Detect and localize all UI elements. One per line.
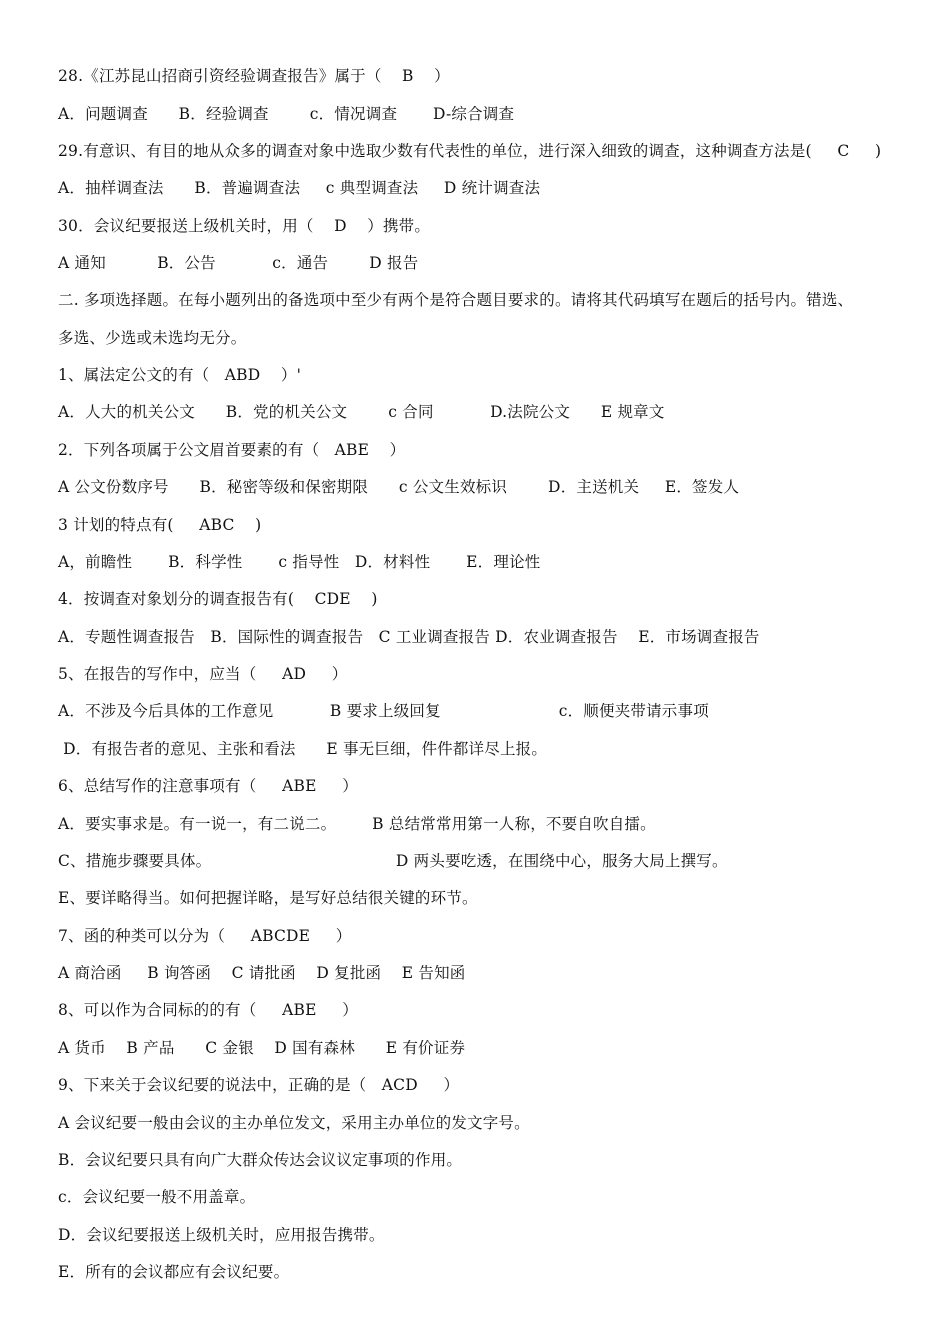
multi-question-9-option-e: E．所有的会议都应有会议纪要。 — [58, 1263, 290, 1281]
multi-question-4-options: A．专题性调查报告 B．国际性的调查报告 C 工业调查报告 D．农业调查报告 E．市场调查报告 — [58, 628, 760, 646]
question-28-options: A．问题调查 B．经验调查 c．情况调查 D-综合调查 — [58, 105, 515, 123]
multi-question-2: 2．下列各项属于公文眉首要素的有（ ABE ） — [58, 441, 406, 459]
multi-question-6: 6、总结写作的注意事项有（ ABE ） — [58, 777, 358, 795]
question-30: 30．会议纪要报送上级机关时，用（ D ）携带。 — [58, 217, 431, 235]
multi-question-3-options: A，前瞻性 B．科学性 c 指导性 D．材料性 E．理论性 — [58, 553, 541, 571]
question-28: 28.《江苏昆山招商引资经验调查报告》属于（ B ） — [58, 67, 450, 85]
multi-question-9: 9、下来关于会议纪要的说法中，正确的是（ ACD ） — [58, 1076, 460, 1094]
multi-question-1-options: A．人大的机关公文 B．党的机关公文 c 合同 D.法院公文 E 规章文 — [58, 403, 665, 421]
multi-question-9-option-d: D．会议纪要报送上级机关时，应用报告携带。 — [58, 1226, 385, 1244]
multi-question-5-options-b: D．有报告者的意见、主张和看法 E 事无巨细，件件都详尽上报。 — [58, 740, 548, 758]
question-29: 29.有意识、有目的地从众多的调查对象中选取少数有代表性的单位，进行深入细致的调查，这种调查方法是( C ) — [58, 142, 882, 160]
multi-question-9-option-b: B．会议纪要只具有向广大群众传达会议议定事项的作用。 — [58, 1151, 463, 1169]
multi-question-6-options-b: C、措施步骤要具体。 D 两头要吃透，在围绕中心，服务大局上撰写。 — [58, 852, 728, 870]
multi-question-3: 3 计划的特点有( ABC ) — [58, 516, 262, 534]
question-29-options: A．抽样调查法 B．普遍调查法 c 典型调查法 D 统计调查法 — [58, 179, 541, 197]
section-heading-cont: 多选、少选或未选均无分。 — [58, 329, 247, 347]
multi-question-5-options-a: A．不涉及今后具体的工作意见 B 要求上级回复 c．顺便夹带请示事项 — [58, 702, 709, 720]
multi-question-1: 1、属法定公文的有（ ABD ）' — [58, 366, 302, 384]
multi-question-9-option-c: c．会议纪要一般不用盖章。 — [58, 1188, 256, 1206]
multi-question-4: 4．按调查对象划分的调查报告有( CDE ) — [58, 590, 378, 608]
multi-question-6-options-a: A．要实事求是。有一说一，有二说二。 B 总结常常用第一人称，不要自吹自擂。 — [58, 815, 656, 833]
section-heading: 二. 多项选择题。在每小题列出的备选项中至少有两个是符合题目要求的。请将其代码填写在题后的括号内。错选、 — [58, 291, 854, 309]
multi-question-8: 8、可以作为合同标的的有（ ABE ） — [58, 1001, 358, 1019]
question-30-options: A 通知 B．公告 c．通告 D 报告 — [58, 254, 419, 272]
multi-question-6-options-c: E、要详略得当。如何把握详略，是写好总结很关键的环节。 — [58, 889, 478, 907]
multi-question-9-option-a: A 会议纪要一般由会议的主办单位发文，采用主办单位的发文字号。 — [58, 1114, 530, 1132]
multi-question-2-options: A 公文份数序号 B．秘密等级和保密期限 c 公文生效标识 D．主送机关 E．签发人 — [58, 478, 740, 496]
multi-question-5: 5、在报告的写作中，应当（ AD ） — [58, 665, 348, 683]
multi-question-8-options: A 货币 B 产品 C 金银 D 国有森林 E 有价证券 — [58, 1039, 466, 1057]
multi-question-7-options: A 商洽函 B 询答函 C 请批函 D 复批函 E 告知函 — [58, 964, 466, 982]
multi-question-7: 7、函的种类可以分为（ ABCDE ） — [58, 927, 352, 945]
